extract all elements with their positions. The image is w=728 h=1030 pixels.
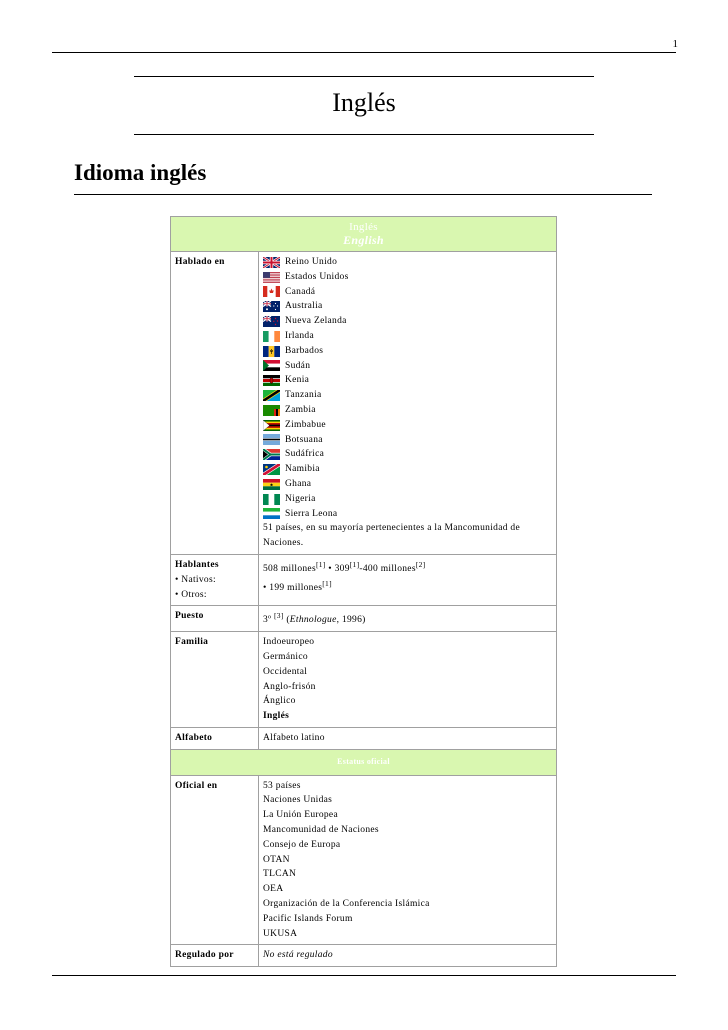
country-item (263, 344, 552, 359)
country-name[interactable]: Barbados (285, 345, 324, 356)
infobox-header (171, 217, 557, 252)
others-label: • Otros: (175, 589, 207, 600)
namibia-flag-icon (263, 464, 280, 475)
country-item (263, 373, 552, 388)
australia-flag-icon (263, 301, 280, 312)
country-item (263, 255, 552, 270)
separator: • (325, 564, 335, 575)
citation-link[interactable]: [1] (315, 559, 326, 569)
official-item[interactable]: Consejo de Europa (263, 839, 341, 850)
title-top-rule (134, 76, 594, 77)
official-in-label: Oficial en (171, 775, 259, 945)
infobox-name: Inglés (349, 221, 378, 233)
document-title: Inglés (332, 88, 396, 117)
infobox-native-name: English (343, 233, 384, 247)
speakers-natives-range: -400 millones (359, 564, 416, 575)
ireland-flag-icon (263, 331, 280, 342)
footer-rule (52, 975, 676, 976)
family-item[interactable]: Ánglico (263, 696, 296, 707)
country-item (263, 329, 552, 344)
nigeria-flag-icon (263, 494, 280, 505)
country-name[interactable]: Sierra Leona (285, 508, 338, 519)
page-number: 1 (672, 38, 678, 50)
country-item (263, 492, 552, 507)
country-name[interactable]: Kenia (285, 375, 310, 386)
citation-link[interactable]: [1] (322, 578, 332, 588)
country-name[interactable]: Sudáfrica (285, 449, 325, 460)
official-item[interactable]: UKUSA (263, 928, 298, 939)
country-item (263, 314, 552, 329)
country-item (263, 270, 552, 285)
new-zealand-flag-icon (263, 316, 280, 327)
speakers-value (259, 554, 557, 605)
family-item[interactable]: Indoeuropeo (263, 637, 315, 648)
alphabet-value[interactable]: Alfabeto latino (259, 728, 557, 750)
official-item[interactable]: OEA (263, 884, 284, 895)
south-africa-flag-icon (263, 449, 280, 460)
family-current: Inglés (263, 711, 290, 722)
header-rule (52, 52, 676, 53)
speakers-others: • 199 millones (263, 583, 323, 594)
regulated-label: Regulado por (171, 945, 259, 967)
speakers-natives: 309 (334, 564, 350, 575)
official-status-header: Estatus oficial (171, 749, 557, 775)
spoken-in-label: Hablado en (171, 252, 259, 555)
sudan-flag-icon (263, 360, 280, 371)
rank-label: Puesto (171, 606, 259, 632)
infobox-header-row (171, 217, 557, 252)
spoken-in-row (171, 252, 557, 555)
country-name[interactable]: Tanzania (285, 390, 322, 401)
zimbabwe-flag-icon (263, 420, 280, 431)
country-name[interactable]: Irlanda (285, 330, 314, 341)
citation-link[interactable]: [3] (273, 611, 284, 621)
rank-source[interactable]: Ethnologue (289, 615, 337, 626)
rank-year: , 1996) (336, 615, 366, 626)
canada-flag-icon (263, 286, 280, 297)
country-name[interactable]: Namibia (285, 464, 320, 475)
family-row (171, 632, 557, 728)
citation-link[interactable]: [2] (415, 559, 426, 569)
barbados-flag-icon (263, 346, 280, 357)
family-value (259, 632, 557, 728)
alphabet-row (171, 728, 557, 750)
family-item[interactable]: Anglo-frisón (263, 681, 316, 692)
country-item (263, 388, 552, 403)
kenya-flag-icon (263, 375, 280, 386)
country-name[interactable]: Estados Unidos (285, 271, 349, 282)
rank-number: 3º (263, 615, 272, 626)
official-item[interactable]: 53 países (263, 780, 301, 791)
country-item (263, 433, 552, 448)
spoken-in-note: 51 países, en su mayoría pertenecientes a la Mancomunidad de Naciones. (263, 523, 520, 549)
article-heading: Idioma inglés (74, 160, 207, 185)
country-item (263, 447, 552, 462)
official-in-row (171, 775, 557, 945)
spoken-in-value (259, 252, 557, 555)
country-name[interactable]: Australia (285, 301, 323, 312)
country-item (263, 418, 552, 433)
official-status-row (171, 749, 557, 775)
country-name[interactable]: Nigeria (285, 493, 316, 504)
official-item[interactable]: Organización de la Conferencia Islámica (263, 899, 430, 910)
family-item[interactable]: Occidental (263, 666, 308, 677)
country-item (263, 462, 552, 477)
official-item[interactable]: TLCAN (263, 869, 297, 880)
heading-rule (74, 194, 652, 195)
family-item[interactable]: Germánico (263, 652, 308, 663)
tanzania-flag-icon (263, 390, 280, 401)
country-name[interactable]: Zambia (285, 404, 316, 415)
speakers-row (171, 554, 557, 605)
family-label: Familia (171, 632, 259, 728)
regulated-row (171, 945, 557, 967)
speakers-total: 508 millones (263, 564, 316, 575)
official-item[interactable]: Pacific Islands Forum (263, 913, 353, 924)
country-name[interactable]: Botsuana (285, 434, 323, 445)
alphabet-label: Alfabeto (171, 728, 259, 750)
country-name[interactable]: Nueva Zelanda (285, 316, 347, 327)
natives-label: • Nativos: (175, 574, 216, 585)
country-item (263, 477, 552, 492)
country-name[interactable]: Zimbabue (285, 419, 326, 430)
language-infobox (170, 216, 557, 967)
country-name[interactable]: Ghana (285, 478, 312, 489)
official-item[interactable]: Mancomunidad de Naciones (263, 825, 379, 836)
rank-value (259, 606, 557, 632)
country-item (263, 299, 552, 314)
country-name[interactable]: Canadá (285, 286, 316, 297)
sierra-leone-flag-icon (263, 508, 280, 519)
country-name[interactable]: Reino Unido (285, 257, 338, 267)
ghana-flag-icon (263, 479, 280, 490)
official-item[interactable]: OTAN (263, 854, 290, 865)
paren: ( (283, 615, 290, 626)
us-flag-icon (263, 272, 280, 283)
official-in-value (259, 775, 557, 945)
speakers-label-cell (171, 554, 259, 605)
country-item (263, 507, 552, 522)
country-name[interactable]: Sudán (285, 360, 311, 371)
uk-flag-icon (263, 257, 280, 268)
citation-link[interactable]: [1] (349, 559, 360, 569)
rank-row (171, 606, 557, 632)
zambia-flag-icon (263, 405, 280, 416)
country-item (263, 403, 552, 418)
official-item[interactable]: Naciones Unidas (263, 795, 333, 806)
official-item[interactable]: La Unión Europea (263, 810, 338, 821)
regulated-value: No está regulado (259, 945, 557, 967)
country-item (263, 285, 552, 300)
speakers-label: Hablantes (175, 559, 219, 570)
country-list (263, 255, 552, 521)
title-bottom-rule (134, 134, 594, 135)
country-item (263, 359, 552, 374)
botswana-flag-icon (263, 434, 280, 445)
